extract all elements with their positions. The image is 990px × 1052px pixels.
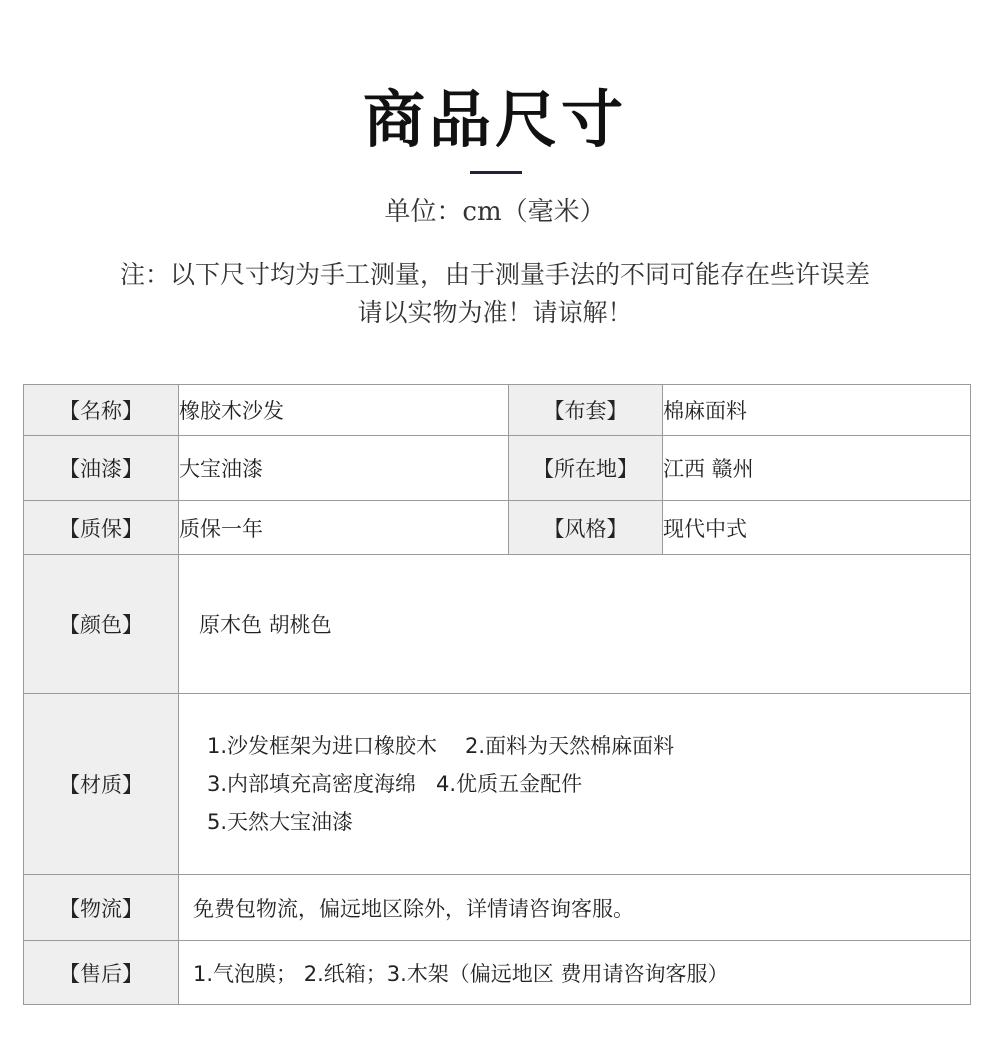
material-label: 【材质】 xyxy=(24,694,179,875)
note-line-2: 请以实物为准！请谅解！ xyxy=(357,298,633,327)
table-row xyxy=(24,385,971,436)
material-list xyxy=(199,727,970,841)
cover-label: 【布套】 xyxy=(509,385,663,436)
table-row xyxy=(24,875,971,941)
aftersale-value: 1.气泡膜； 2.纸箱；3.木架（偏远地区 费用请咨询客服） xyxy=(179,941,971,1005)
measurement-note xyxy=(0,256,990,332)
title-divider xyxy=(470,171,522,174)
paint-value: 大宝油漆 xyxy=(179,436,509,501)
page-title: 商品尺寸 xyxy=(362,83,627,156)
table-row xyxy=(24,694,971,875)
style-value: 现代中式 xyxy=(663,501,971,555)
style-label: 【风格】 xyxy=(509,501,663,555)
color-value: 原木色 胡桃色 xyxy=(179,555,971,694)
location-value: 江西 赣州 xyxy=(663,436,971,501)
warranty-label: 【质保】 xyxy=(24,501,179,555)
material-item-3: 3.内部填充高密度海绵 xyxy=(207,772,417,796)
name-value: 橡胶木沙发 xyxy=(179,385,509,436)
aftersale-label: 【售后】 xyxy=(24,941,179,1005)
cover-value: 棉麻面料 xyxy=(663,385,971,436)
spec-table xyxy=(23,384,971,1005)
unit-note: 单位：cm（毫米） xyxy=(384,197,606,227)
warranty-value: 质保一年 xyxy=(179,501,509,555)
logistics-value: 免费包物流，偏远地区除外，详情请咨询客服。 xyxy=(179,875,971,941)
color-label: 【颜色】 xyxy=(24,555,179,694)
note-line-1: 注：以下尺寸均为手工测量，由于测量手法的不同可能存在些许误差 xyxy=(119,260,870,289)
paint-label: 【油漆】 xyxy=(24,436,179,501)
table-row xyxy=(24,555,971,694)
location-label: 【所在地】 xyxy=(509,436,663,501)
table-row xyxy=(24,941,971,1005)
material-item-5: 5.天然大宝油漆 xyxy=(207,810,354,834)
material-value xyxy=(179,694,971,875)
material-item-2: 2.面料为天然棉麻面料 xyxy=(465,734,675,758)
material-item-4: 4.优质五金配件 xyxy=(436,772,583,796)
table-row xyxy=(24,436,971,501)
name-label: 【名称】 xyxy=(24,385,179,436)
logistics-label: 【物流】 xyxy=(24,875,179,941)
material-item-1: 1.沙发框架为进口橡胶木 xyxy=(207,734,438,758)
table-row xyxy=(24,501,971,555)
